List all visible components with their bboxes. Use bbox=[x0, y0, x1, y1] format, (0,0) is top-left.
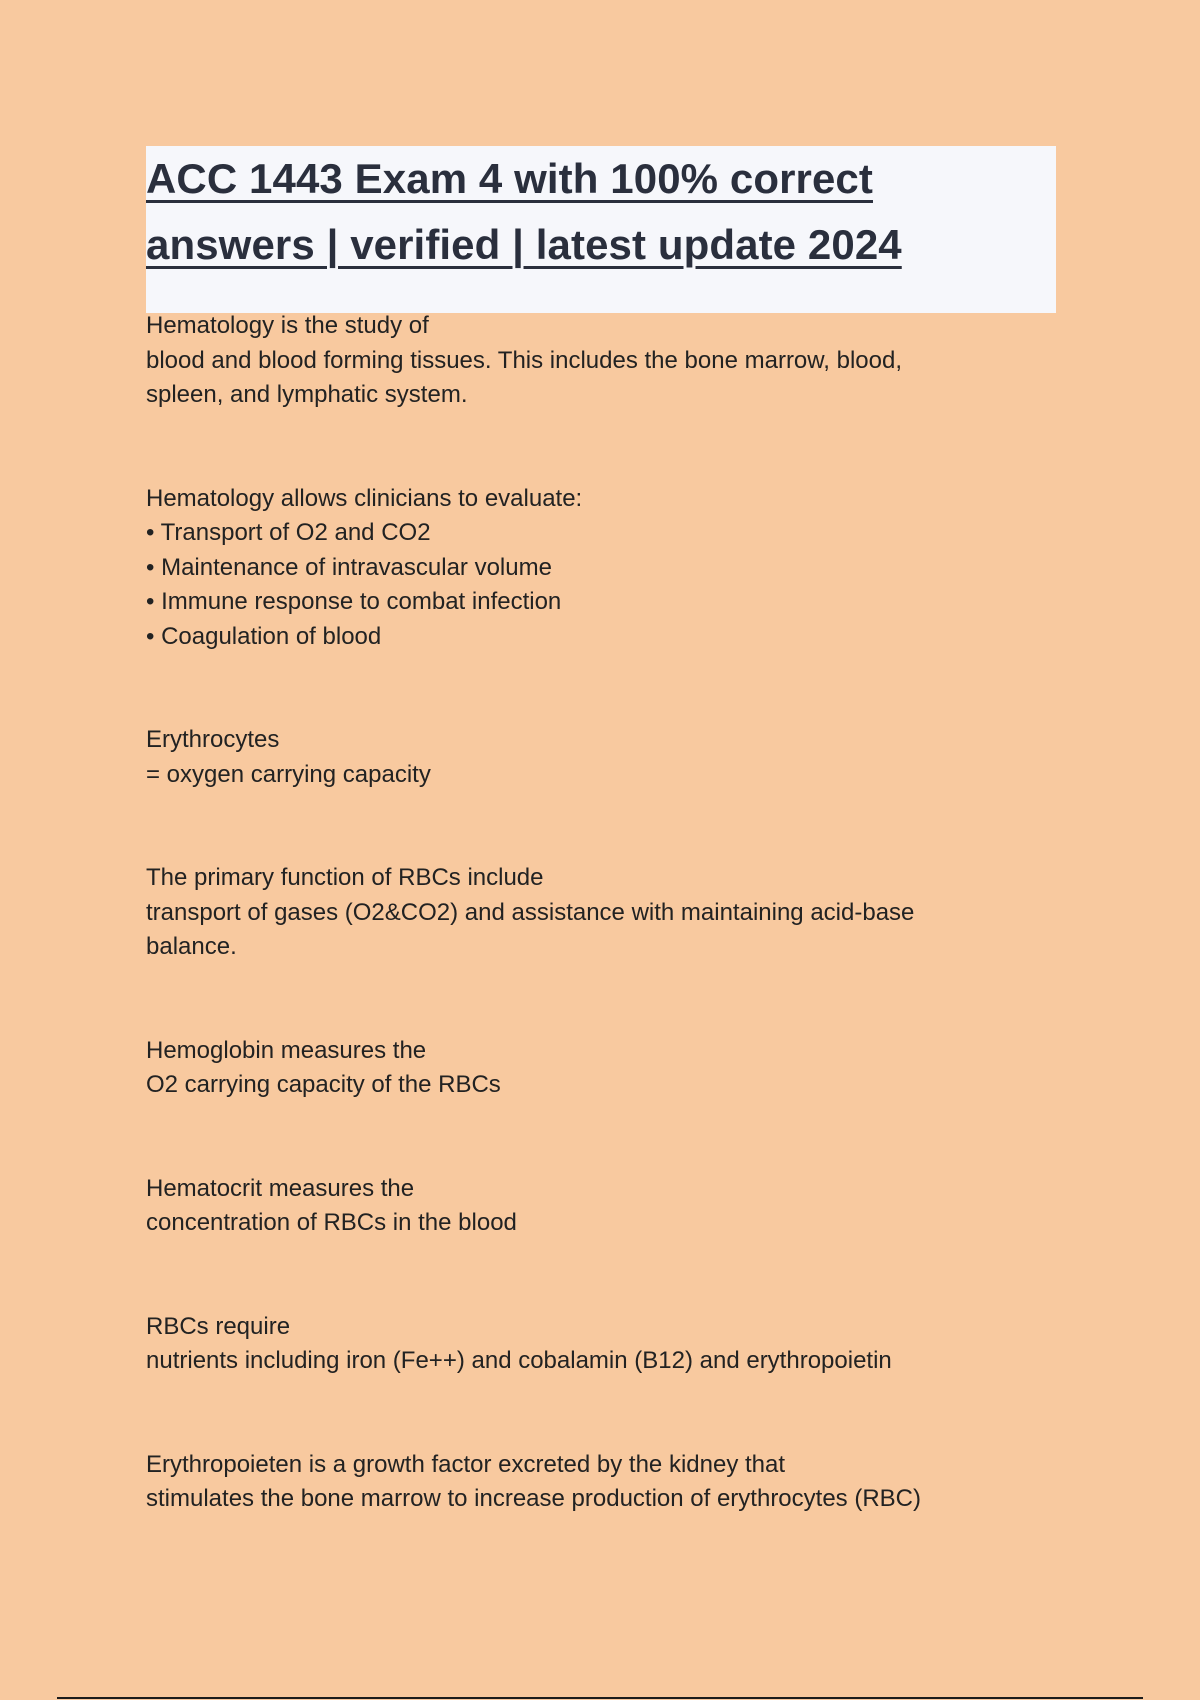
entry-hemoglobin bbox=[146, 1034, 1046, 1103]
entry-line: stimulates the bone marrow to increase production of erythrocytes (RBC) bbox=[146, 1485, 921, 1512]
entry-line: Hematology allows clinicians to evaluate: bbox=[146, 484, 583, 512]
bottom-divider bbox=[57, 1697, 1143, 1699]
entry-line: The primary function of RBCs include bbox=[146, 864, 544, 891]
entry-line: transport of gases (O2&CO2) and assistance with maintaining acid-base bbox=[146, 898, 915, 926]
entry-line: Hemoglobin measures the bbox=[146, 1036, 427, 1064]
entry-line: nutrients including iron (Fe++) and cobalamin (B12) and erythropoietin bbox=[146, 1347, 892, 1374]
entry-line: spleen, and lymphatic system. bbox=[146, 381, 468, 408]
document-content bbox=[146, 309, 1046, 1517]
entry-line: Hematology is the study of bbox=[146, 312, 429, 339]
entry-line: O2 carrying capacity of the RBCs bbox=[146, 1071, 501, 1098]
entry-hematocrit bbox=[146, 1172, 1046, 1241]
entry-rbc-function bbox=[146, 861, 1046, 965]
entry-hematology-definition bbox=[146, 309, 1046, 413]
entry-line: blood and blood forming tissues. This includes the bone marrow, blood, bbox=[146, 346, 903, 374]
entry-line: Erythropoieten is a growth factor excreted by the kidney that bbox=[146, 1450, 786, 1478]
entry-line: RBCs require bbox=[146, 1312, 291, 1340]
entry-line: concentration of RBCs in the blood bbox=[146, 1209, 517, 1236]
entry-hematology-evaluate bbox=[146, 482, 1046, 655]
title-highlight-box bbox=[146, 146, 1056, 313]
entry-line: balance. bbox=[146, 933, 237, 960]
entry-erythropoietin bbox=[146, 1448, 1046, 1517]
document-title bbox=[146, 146, 902, 278]
title-line-1: ACC 1443 Exam 4 with 100% correct bbox=[146, 155, 873, 202]
title-line-2: answers | verified | latest update 2024 bbox=[146, 221, 902, 268]
bullet-item: • Immune response to combat infection bbox=[146, 588, 562, 615]
entry-rbc-requirements bbox=[146, 1310, 1046, 1379]
entry-line: = oxygen carrying capacity bbox=[146, 760, 431, 788]
bullet-item: • Transport of O2 and CO2 bbox=[146, 519, 431, 546]
entry-line: Erythrocytes bbox=[146, 726, 280, 753]
entry-erythrocytes bbox=[146, 723, 1046, 792]
bullet-item: • Coagulation of blood bbox=[146, 622, 382, 650]
entry-line: Hematocrit measures the bbox=[146, 1174, 415, 1202]
bullet-item: • Maintenance of intravascular volume bbox=[146, 553, 552, 581]
